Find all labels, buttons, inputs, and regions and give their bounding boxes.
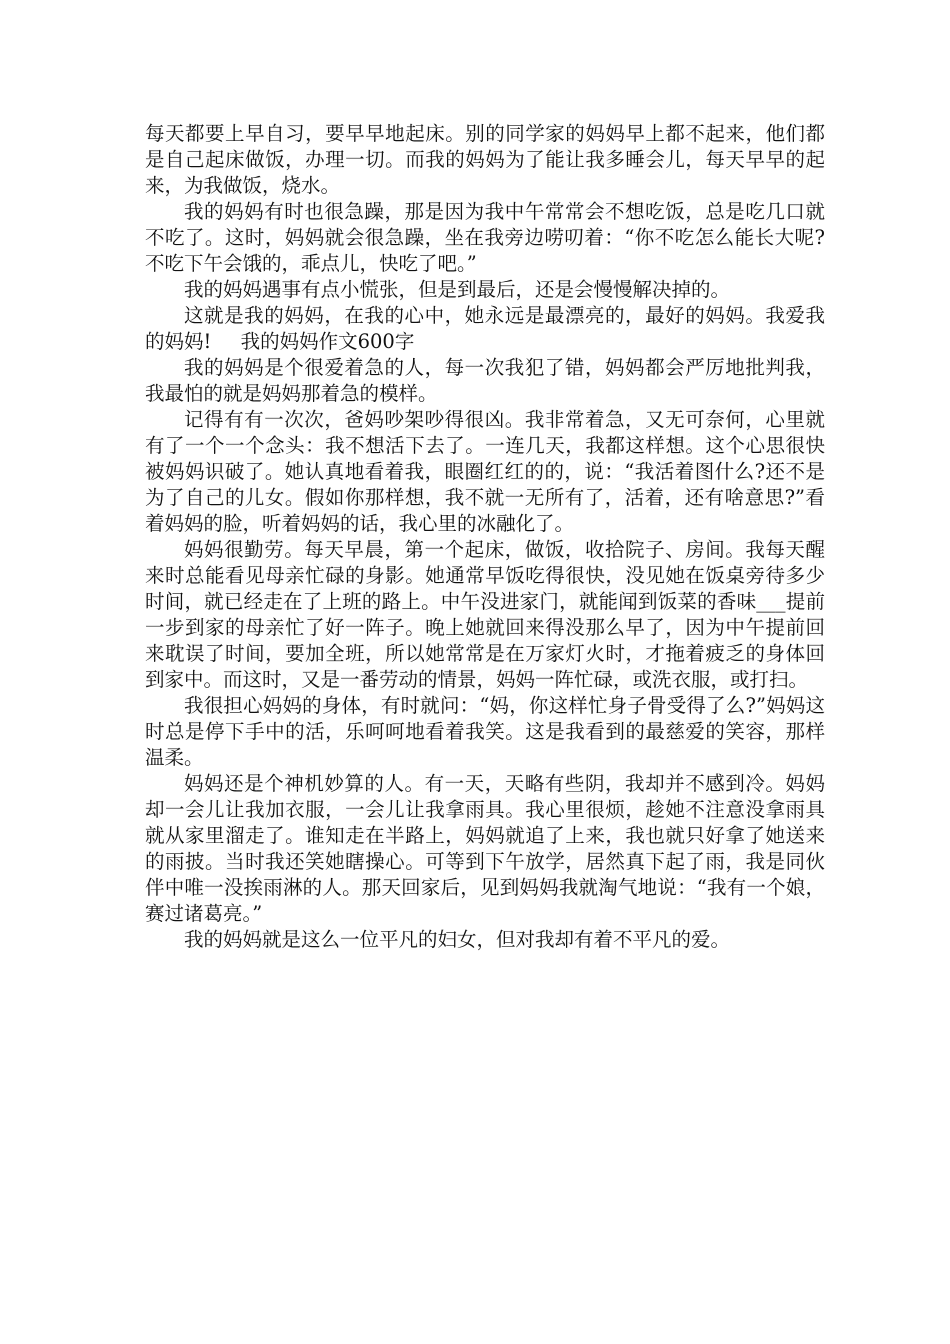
paragraph-9: 妈妈还是个神机妙算的人。有一天，天略有些阴，我却并不感到冷。妈妈却一会儿让我加衣服，一会儿让我拿雨具。我心里很烦，趁她不注意没拿雨具就从家里溜走了。谁知走在半路上，妈妈就追了上来，我也就只好拿了她送来的雨披。当时我还笑她瞎操心。可等到下午放学，居然真下起了雨，我是同伙伴中唯一没挨雨淋的人。那天回家后，见到妈妈我就淘气地说：“我有一个娘，赛过诸葛亮。” bbox=[145, 772, 825, 925]
paragraph-1: 每天都要上早自习，要早早地起床。别的同学家的妈妈早上都不起来，他们都是自己起床做饭，办理一切。而我的妈妈为了能让我多睡会儿，每天早早的起来，为我做饭，烧水。 bbox=[145, 122, 825, 197]
paragraph-2: 我的妈妈有时也很急躁，那是因为我中午常常会不想吃饭，总是吃几口就不吃了。这时，妈妈就会很急躁，坐在我旁边唠叨着：“你不吃怎么能长大呢?不吃下午会饿的，乖点儿，快吃了吧。” bbox=[145, 200, 825, 275]
essay-title: 我的妈妈作文600字 bbox=[240, 330, 415, 353]
paragraph-6: 记得有有一次次，爸妈吵架吵得很凶。我非常着急，又无可奈何，心里就有了一个一个念头：我不想活下去了。一连几天，我都这样想。这个心思很快被妈妈识破了。她认真地看着我，眼圈红红的的，说：“我活着图什么?还不是为了自己的儿女。假如你那样想，我不就一无所有了，活着，还有啥意思?”看着妈妈的脸，听着妈妈的话，我心里的冰融化了。 bbox=[145, 408, 825, 535]
paragraph-7: 妈妈很勤劳。每天早晨，第一个起床，做饭，收拾院子、房间。我每天醒来时总能看见母亲忙碌的身影。她通常早饭吃得很快，没见她在饭桌旁待多少时间，就已经走在了上班的路上。中午没进家门，就能闻到饭菜的香味___提前一步到家的母亲忙了好一阵子。晚上她就回来得没那么早了，因为中午提前回来耽误了时间，要加全班，所以她常常是在万家灯火时，才拖着疲乏的身体回到家中。而这时，又是一番劳动的情景，妈妈一阵忙碌，或洗衣服，或打扫。 bbox=[145, 538, 825, 691]
paragraph-3: 我的妈妈遇事有点小慌张，但是到最后，还是会慢慢解决掉的。 bbox=[184, 278, 731, 301]
essay-body bbox=[145, 121, 825, 953]
paragraph-5: 我的妈妈是个很爱着急的人，每一次我犯了错，妈妈都会严厉地批判我，我最怕的就是妈妈那着急的模样。 bbox=[145, 356, 825, 405]
paragraph-8: 我很担心妈妈的身体，有时就问：“妈，你这样忙身子骨受得了么?”妈妈这时总是停下手中的活，乐呵呵地看着我笑。这是我看到的最慈爱的笑容，那样温柔。 bbox=[145, 694, 825, 769]
paragraph-4 bbox=[145, 303, 825, 355]
paragraph-10: 我的妈妈就是这么一位平凡的妇女，但对我却有着不平凡的爱。 bbox=[184, 928, 731, 951]
paragraph-4-text: 这就是我的妈妈，在我的心中，她永远是最漂亮的，最好的妈妈。我爱我的妈妈! bbox=[145, 304, 825, 353]
